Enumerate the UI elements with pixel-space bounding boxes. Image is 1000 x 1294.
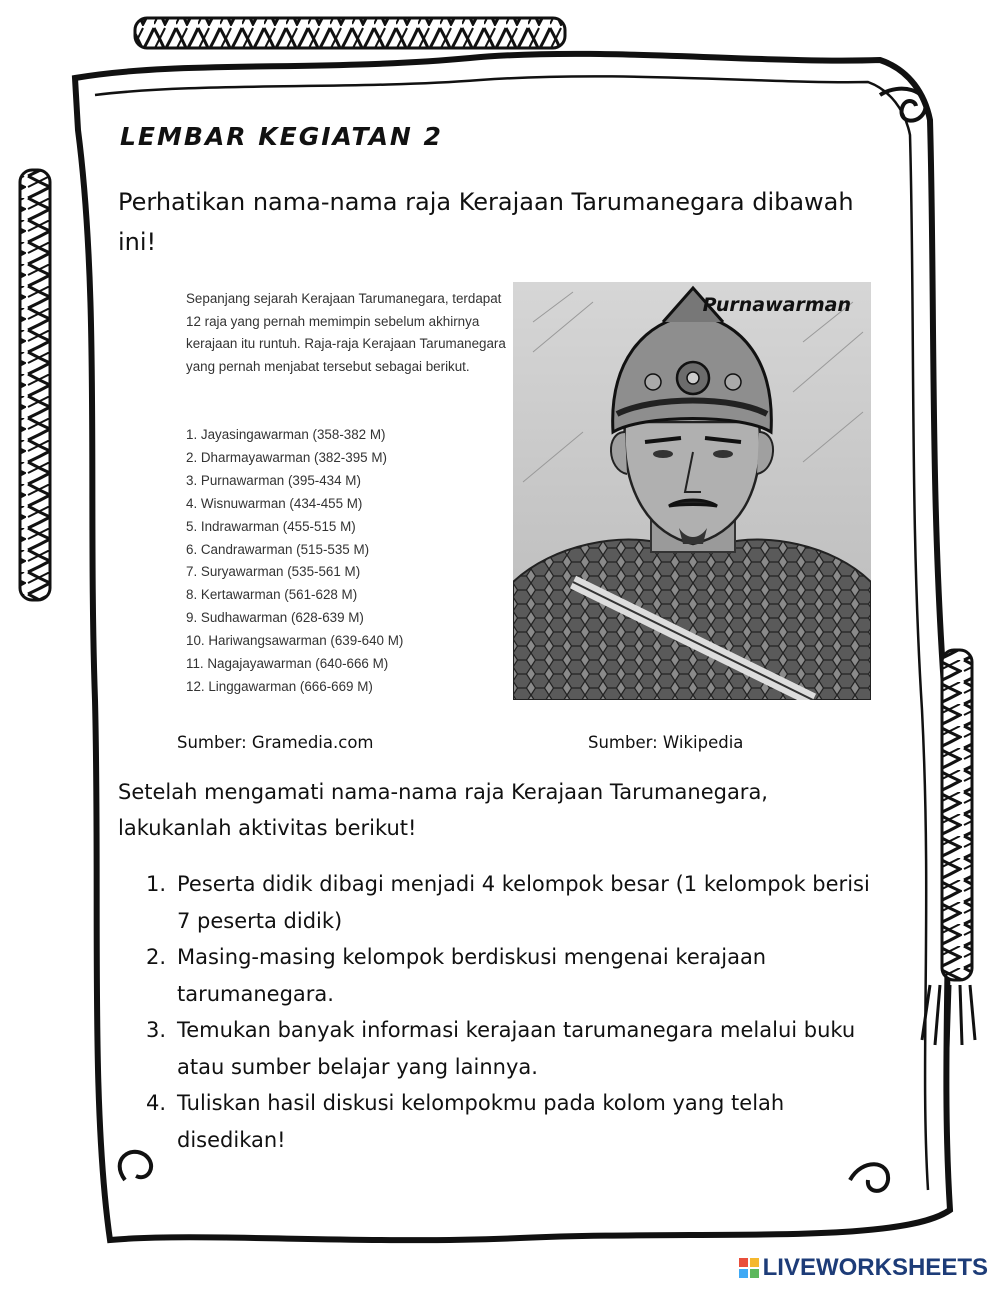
king-item: 9. Sudhawarman (628-639 M) (186, 610, 364, 626)
activity-list (146, 866, 876, 1158)
king-item: 4. Wisnuwarman (434-455 M) (186, 495, 363, 511)
kings-list (186, 424, 403, 699)
activity-text: Tuliskan hasil diskusi kelompokmu pada kolom yang telah disedikan! (177, 1091, 785, 1152)
king-item: 3. Purnawarman (395-434 M) (186, 472, 361, 488)
activity-text: Masing-masing kelompok berdiskusi mengenai kerajaan tarumanegara. (177, 945, 767, 1006)
king-item: 8. Kertawarman (561-628 M) (186, 587, 358, 603)
logo-square (739, 1269, 748, 1278)
activity-item (146, 1085, 876, 1158)
worksheet-title: LEMBAR KEGIATAN 2 (120, 122, 443, 151)
activity-item (146, 866, 876, 939)
source-gramedia: Sumber: Gramedia.com (177, 733, 374, 752)
king-item: 2. Dharmayawarman (382-395 M) (186, 449, 387, 465)
brand-name: LIVEWORKSHEETS (762, 1254, 988, 1281)
activity-item (146, 939, 876, 1012)
liveworksheets-brand (739, 1254, 988, 1282)
purnawarman-portrait (513, 282, 871, 700)
activity-item (146, 1012, 876, 1085)
king-item: 10. Hariwangsawarman (639-640 M) (186, 633, 404, 649)
source-wikipedia: Sumber: Wikipedia (588, 733, 744, 752)
logo-square (750, 1269, 759, 1278)
kings-paragraph: Sepanjang sejarah Kerajaan Tarumanegara, terdapat 12 raja yang pernah memimpin sebelum akhirnya kerajaan itu runtuh. Raja-raja Kerajaan Tarumanegara yang pernah menjabat tersebut sebagai berikut. (186, 291, 506, 374)
activity-number: 4. (146, 1091, 167, 1115)
king-item: 1. Jayasingawarman (358-382 M) (186, 427, 386, 442)
activity-text: Temukan banyak informasi kerajaan tarumanegara melalui buku atau sumber belajar yang lainnya. (177, 1018, 856, 1079)
activity-number: 1. (146, 872, 167, 896)
kings-text-box (170, 282, 513, 706)
activity-number: 2. (146, 945, 167, 969)
portrait-illustration (513, 282, 871, 700)
king-item: 5. Indrawarman (455-515 M) (186, 518, 356, 534)
king-item: 12. Linggawarman (666-669 M) (186, 678, 373, 694)
intro-text: Perhatikan nama-nama raja Kerajaan Tarumanegara dibawah ini! (118, 188, 854, 256)
logo-square (739, 1258, 748, 1267)
activity-text: Peserta didik dibagi menjadi 4 kelompok besar (1 kelompok berisi 7 peserta didik) (177, 872, 870, 933)
king-item: 11. Nagajayawarman (640-666 M) (186, 656, 389, 672)
liveworksheets-logo-icon (739, 1258, 759, 1278)
king-item: 6. Candrawarman (515-535 M) (186, 541, 370, 557)
activity-instruction: Setelah mengamati nama-nama raja Kerajaan Tarumanegara, lakukanlah aktivitas berikut! (118, 780, 768, 840)
logo-square (750, 1258, 759, 1267)
activity-number: 3. (146, 1018, 167, 1042)
king-item: 7. Suryawarman (535-561 M) (186, 564, 361, 580)
portrait-label: Purnawarman (702, 294, 851, 316)
